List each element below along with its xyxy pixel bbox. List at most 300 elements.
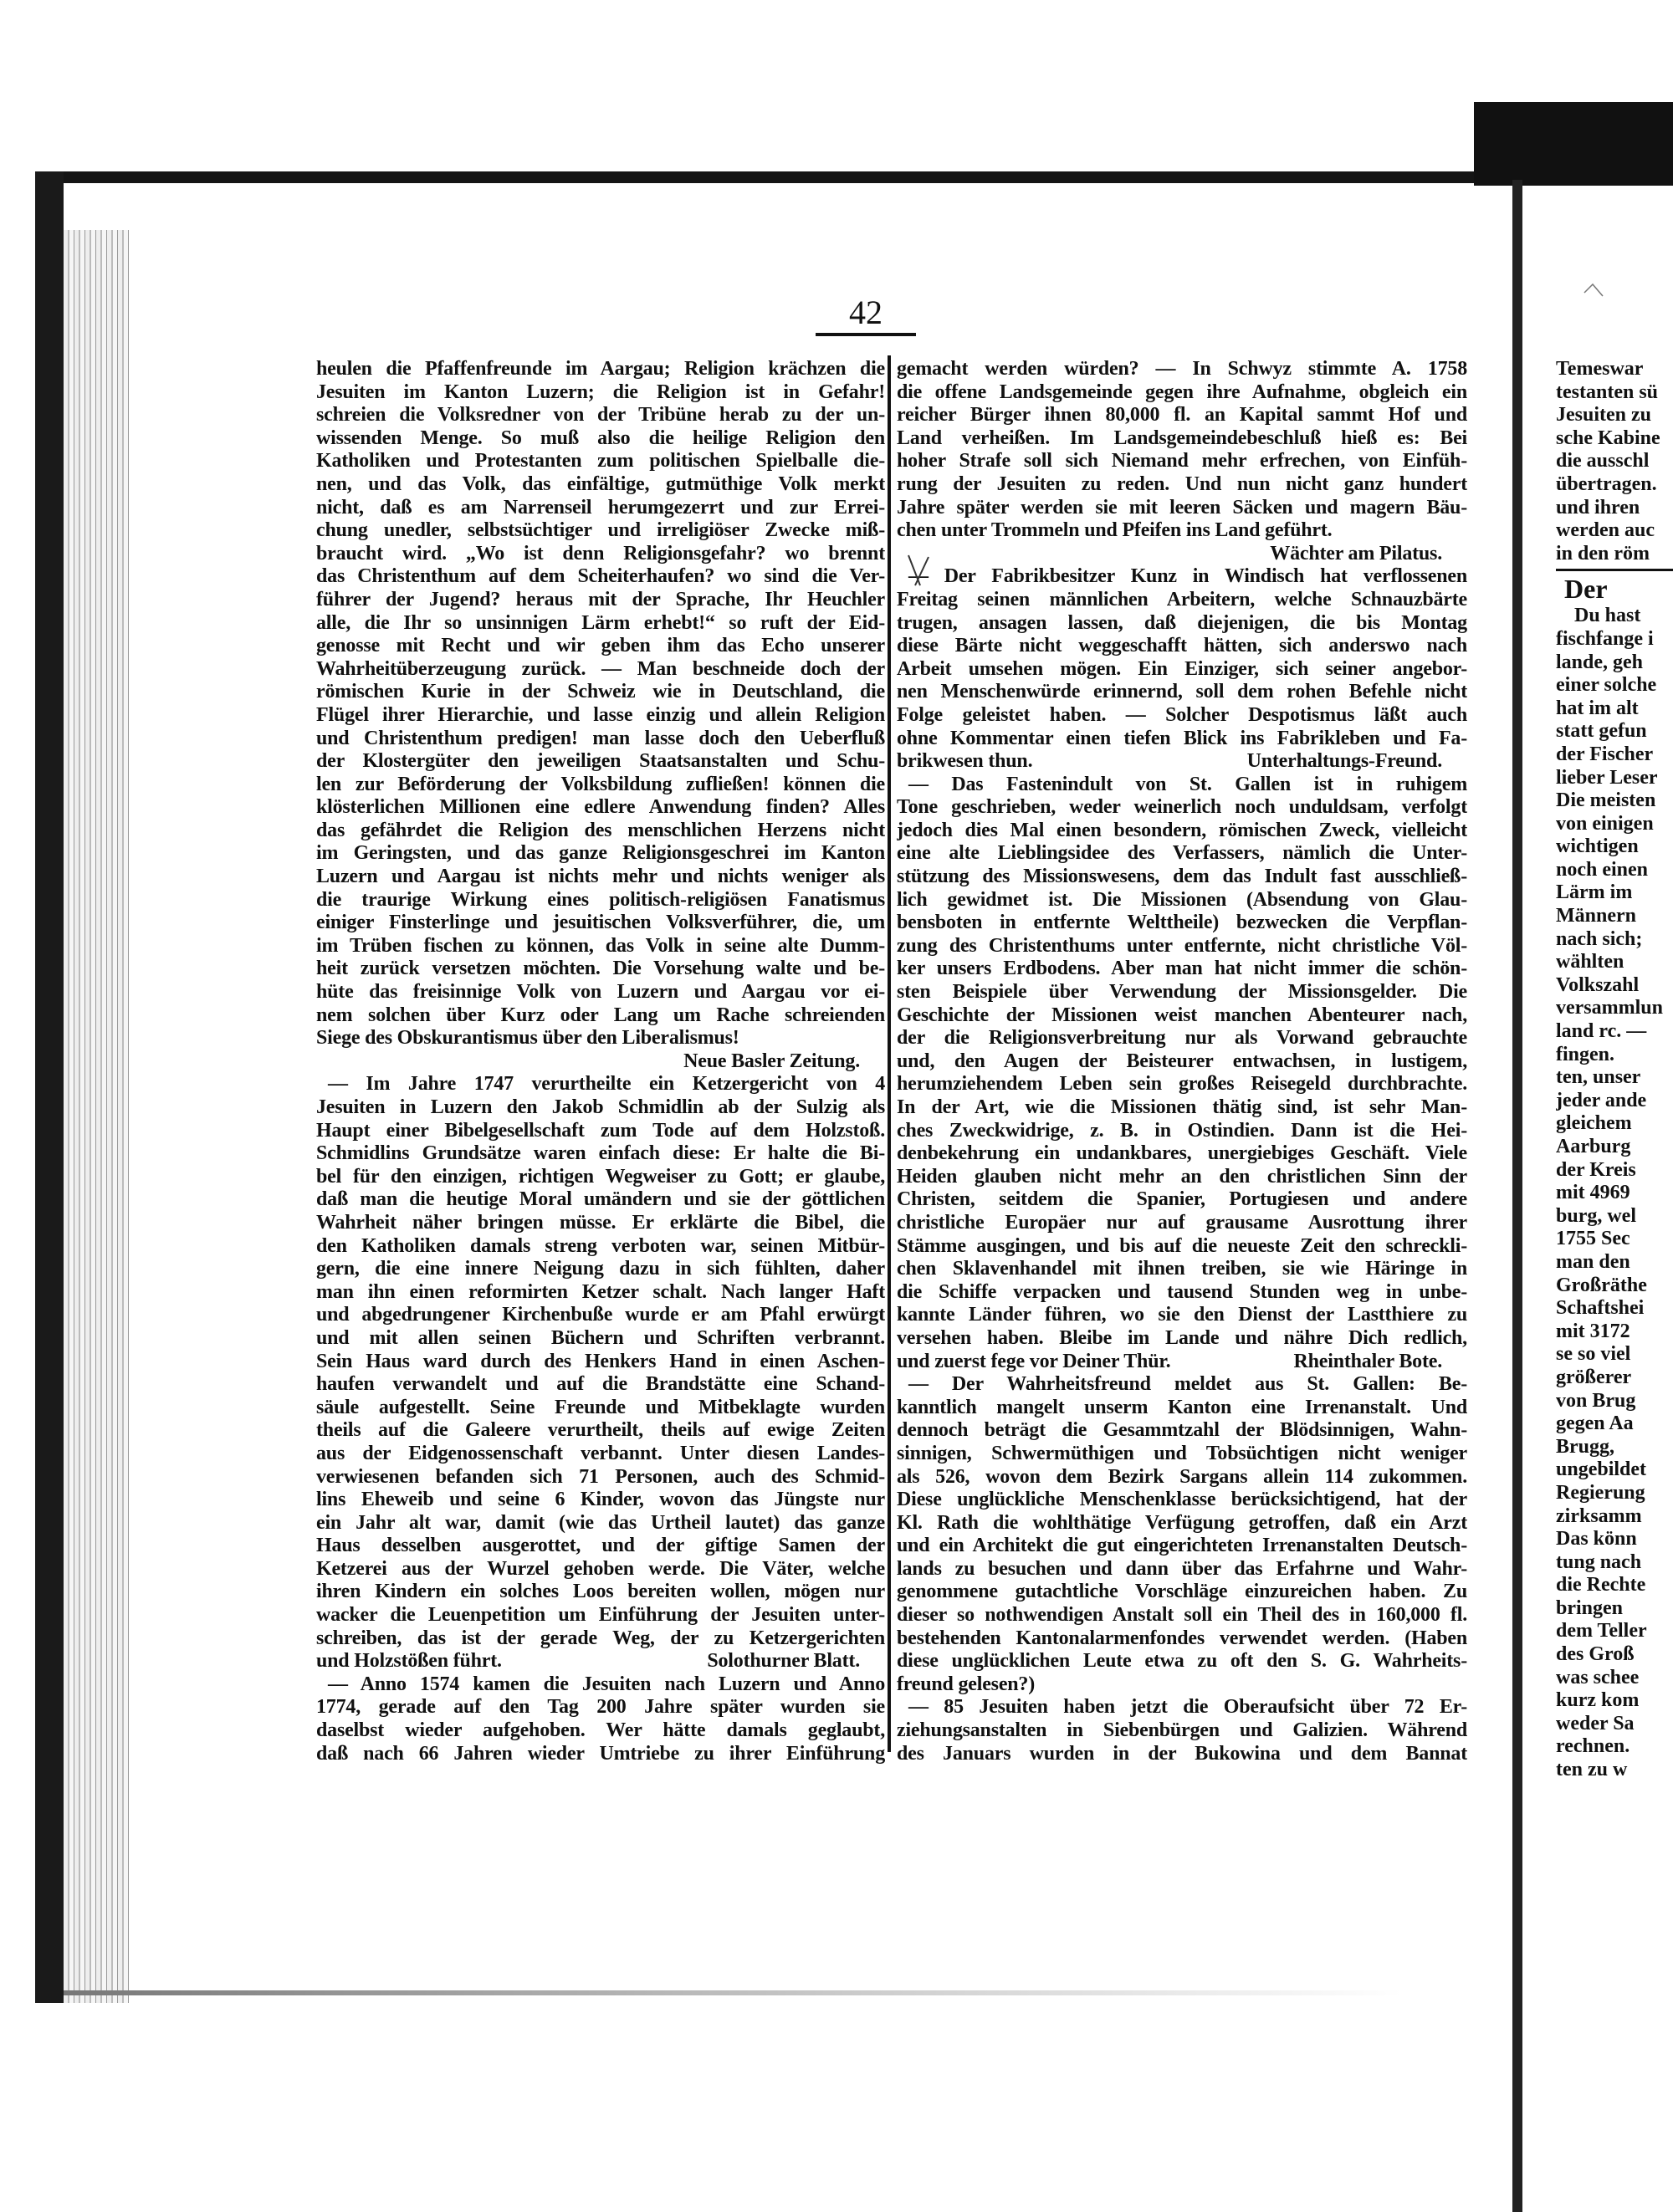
next-page-column-fragment — [1556, 358, 1673, 1782]
text-line-content: Kl. Rath die wohlthätige Verfügung getroffen, daß ein Arzt — [897, 1511, 1467, 1534]
text-line: Jesuiten zu — [1556, 404, 1651, 427]
text-line-content: und Holzstößen führt. — [316, 1650, 502, 1673]
text-line-content: Geschichte der Missionen weist manchen Abenteurer nach, — [897, 1004, 1467, 1026]
text-line-content: bestehenden Kantonalarmenfondes verwendet werden. (Haben — [897, 1627, 1467, 1649]
text-line — [897, 589, 1467, 612]
text-line — [316, 889, 885, 912]
text-line-content: nicht, daß es am Narrenseil herumgezerrt und zur Errei- — [316, 496, 885, 519]
text-line: von Brug — [1556, 1389, 1636, 1412]
text-line — [316, 866, 885, 889]
text-line — [316, 473, 885, 497]
text-line-content: kannte Länder führen, wo sie den Dienst der Lastthiere zu — [897, 1304, 1467, 1326]
text-line-content: daß nach 66 Jahren wieder Umtriebe zu ihrer Einführung — [316, 1742, 885, 1765]
text-line-content: bensboten in entfernte Welttheile) bezwecken die Verpflan- — [897, 912, 1467, 934]
text-line-content: römischen Kurie in der Schweiz wie in Deutschland, die — [316, 681, 885, 703]
text-line — [316, 750, 885, 774]
text-line: fischfange i — [1556, 627, 1654, 650]
text-line — [897, 774, 1467, 797]
next-page-gutter — [1512, 180, 1522, 2212]
article — [897, 1696, 1467, 1765]
text-line-content: und mit allen seinen Büchern und Schriften verbrannt. — [316, 1326, 885, 1349]
text-line-content: daß man die heutige Moral umändern und sie der göttlichen — [316, 1188, 885, 1211]
text-line — [897, 1581, 1467, 1604]
text-line — [897, 1719, 1467, 1743]
text-line — [897, 728, 1467, 751]
text-line: Schaftshei — [1556, 1297, 1645, 1320]
text-line: jeder ande — [1556, 1089, 1647, 1111]
text-line-content: genommene gutachtliche Vorschläge einzureichen haben. Zu — [897, 1581, 1467, 1603]
section-rule — [1556, 569, 1673, 571]
page-number: 42 — [849, 294, 883, 331]
text-line: wählten — [1556, 951, 1624, 973]
text-line — [316, 1096, 885, 1120]
text-line — [897, 1512, 1467, 1535]
article — [897, 774, 1467, 1373]
text-line — [316, 565, 885, 589]
text-line-content: lins Eheweib und seine 6 Kinder, wovon das Jüngste nur — [316, 1489, 885, 1511]
text-line — [316, 1258, 885, 1281]
text-line — [897, 1212, 1467, 1235]
text-line — [316, 912, 885, 935]
text-line: burg, wel — [1556, 1204, 1636, 1227]
text-line: übertragen. — [1556, 473, 1657, 495]
text-line-content: und, den Augen der Beisteurer entwachsen, in lustigem, — [897, 1050, 1467, 1072]
text-line — [897, 1489, 1467, 1512]
text-line: Brugg, — [1556, 1435, 1615, 1458]
text-line — [897, 1027, 1467, 1050]
text-line-content: Wahrheit näher bringen müsse. Er erklärte die Bibel, die — [316, 1211, 885, 1234]
text-line — [316, 774, 885, 797]
text-line — [897, 1166, 1467, 1189]
text-line: werden auc — [1556, 519, 1655, 542]
text-line-content: reicher Bürger ihnen 80,000 fl. an Kapital sammt Hof und — [897, 404, 1467, 427]
text-line-content: im Trüben fischen zu können, das Volk in seine alte Dumm- — [316, 934, 885, 957]
text-line-content: schreien die Volksredner von der Tribüne herab zu der un- — [316, 404, 885, 427]
text-line-content: sinnigen, Schwermüthigen und Tobsüchtigen nicht weniger — [897, 1442, 1467, 1464]
text-line-content: Heiden glauben nicht mehr an den christlichen Sinn der — [897, 1165, 1467, 1188]
text-line — [316, 1188, 885, 1212]
text-line — [316, 1351, 885, 1374]
text-line-content: Haus desselben ausgerottet, und der giftige Samen der — [316, 1535, 885, 1557]
text-line-content: und abgedrungener Kirchenbuße wurde er am Pfahl erwürgt — [316, 1304, 885, 1326]
text-line-content: Freitag seinen männlichen Arbeitern, welche Schnauzbärte — [897, 588, 1467, 610]
text-line: Großräthe — [1556, 1274, 1647, 1296]
text-line-content: herumziehendem Leben sein großes Reisegeld durchbrachte. — [897, 1073, 1467, 1096]
text-line: der Fischer — [1556, 743, 1654, 765]
text-line: rechnen. — [1556, 1735, 1630, 1758]
text-line: Die meisten — [1556, 789, 1656, 812]
text-line-content: heulen die Pfaffenfreunde im Aargau; Religion krächzen die — [316, 358, 885, 380]
text-line-content: diese unglücklichen Leute etwa zu oft den S. G. Wahrheits- — [897, 1650, 1467, 1673]
text-line: gegen Aa — [1556, 1413, 1634, 1435]
text-line: wichtigen — [1556, 835, 1639, 858]
text-line-content: zung des Christenthums unter entfernte, nicht christliche Völ- — [897, 934, 1467, 957]
text-line: man den — [1556, 1250, 1630, 1273]
text-line — [316, 1466, 885, 1489]
text-line-content: verwiesenen befanden sich 71 Personen, auch des Schmid- — [316, 1465, 885, 1488]
text-line-content: den Katholiken damals streng verboten war, seinen Mitbür- — [316, 1234, 885, 1257]
source-attribution: Solothurner Blatt. — [707, 1650, 860, 1673]
text-line-content: nen, und das Volk, das einfältige, gutmüthige Volk merkt — [316, 473, 885, 495]
text-line-content: Flügel ihrer Hierarchie, und lasse einzig und allein Religion — [316, 703, 885, 726]
text-line — [897, 935, 1467, 958]
text-line — [897, 704, 1467, 728]
text-line-content: der Klostergüter den jeweiligen Staatsanstalten und Schu- — [316, 750, 885, 773]
text-line-content: einiger Finsterlinge und jesuitischen Volksverführer, die, um — [316, 912, 885, 934]
text-line — [316, 1120, 885, 1143]
text-line: fingen. — [1556, 1043, 1615, 1065]
text-line-content: hüte das freisinnige Volk von Luzern und Aargau vor ei- — [316, 981, 885, 1004]
text-line — [897, 565, 1467, 589]
text-line — [316, 1212, 885, 1235]
text-line — [897, 381, 1467, 405]
text-line — [897, 1258, 1467, 1281]
text-line — [897, 1673, 1467, 1697]
text-line: ten zu w — [1556, 1759, 1628, 1781]
text-line — [316, 519, 885, 543]
text-line: lieber Leser — [1556, 766, 1658, 789]
text-line — [316, 1443, 885, 1466]
text-line: hat im alt — [1556, 697, 1639, 719]
text-line-content: Jesuiten in Luzern den Jakob Schmidlin ab der Sulzig als — [316, 1096, 885, 1118]
text-line — [897, 1558, 1467, 1581]
text-line: des Groß — [1556, 1643, 1635, 1666]
text-line — [897, 1743, 1467, 1766]
text-line-content: im Geringsten, und das ganze Religionsgeschrei im Kanton — [316, 842, 885, 865]
text-line — [897, 1004, 1467, 1028]
text-line: Du hast — [1574, 605, 1641, 627]
text-line — [316, 1373, 885, 1397]
text-line — [316, 1673, 885, 1697]
text-line-content: Katholiken und Protestanten zum politischen Spielballe die- — [316, 450, 885, 473]
text-line — [316, 1489, 885, 1512]
text-line — [897, 1188, 1467, 1212]
text-line-content: daselbst wieder aufgehoben. Wer hätte damals geglaubt, — [316, 1719, 885, 1742]
text-line — [897, 1535, 1467, 1558]
text-line — [897, 1142, 1467, 1166]
text-line — [316, 681, 885, 704]
text-line — [897, 1466, 1467, 1489]
text-line-content: und ein Architekt die gut eingerichteten Irrenanstalten Deutsch- — [897, 1535, 1467, 1557]
text-line-content: theils auf die Galeere verurtheilt, theils auf ewige Zeiten — [316, 1419, 885, 1442]
text-line-content: das Christenthum auf dem Scheiterhaufen? wo sind die Ver- — [316, 565, 885, 588]
text-line — [316, 1327, 885, 1351]
text-line — [316, 1235, 885, 1259]
text-line: Regierung — [1556, 1481, 1645, 1504]
text-line — [316, 1004, 885, 1028]
article — [897, 565, 1467, 773]
text-line — [897, 1696, 1467, 1719]
text-line-content: dennoch beträgt die Gesammtzahl der Blödsinnigen, Wahn- — [897, 1419, 1467, 1442]
text-line — [316, 612, 885, 636]
text-line — [316, 1397, 885, 1420]
text-line-content: heit zurück versetzen möchten. Die Vorsehung walte und be- — [316, 958, 885, 980]
text-line: die Rechte — [1556, 1574, 1646, 1596]
text-line-content: Luzern und Aargau ist nichts mehr und nichts weniger als — [316, 866, 885, 888]
text-line — [897, 497, 1467, 520]
text-line-content: des Januars wurden in der Bukowina und dem Bannat — [897, 1742, 1467, 1765]
text-line-content: führer der Jugend? heraus mit der Sprache, Ihr Heuchler — [316, 588, 885, 610]
text-line-content: chen unter Trommeln und Pfeifen ins Land geführt. — [897, 519, 1333, 542]
text-line — [897, 612, 1467, 636]
text-line — [316, 1535, 885, 1558]
text-line-content: Arbeit umsehen mögen. Ein Einziger, sich seiner angebor- — [897, 657, 1467, 680]
text-line — [316, 1419, 885, 1443]
section-heading: Der — [1564, 574, 1608, 605]
text-line-content: In der Art, wie die Missionen thätig sind, ist sehr Man- — [897, 1096, 1467, 1118]
text-line-content: versehen haben. Bleibe im Lande und nähre Dich redlich, — [897, 1326, 1467, 1349]
scan-dark-corner — [1474, 102, 1673, 186]
text-line-content: die Schiffe verpacken und tausend Stunden weg in unbe- — [897, 1280, 1467, 1303]
text-line — [897, 635, 1467, 658]
text-line — [316, 842, 885, 866]
text-line-content: Tone geschrieben, weder weinerlich noch unduldsam, verfolgt — [897, 796, 1467, 819]
text-line-content: alle, die Ihr so unsinnigen Lärm erhebt!“ so ruft der Eid- — [316, 611, 885, 634]
text-line — [316, 1650, 885, 1673]
text-line: Das könn — [1556, 1528, 1637, 1550]
text-line — [897, 450, 1467, 473]
text-line: weder Sa — [1556, 1712, 1635, 1734]
text-line: einer solche — [1556, 674, 1657, 697]
text-line — [897, 1235, 1467, 1259]
text-line: testanten sü — [1556, 381, 1659, 403]
page-number-rule — [816, 333, 916, 336]
text-line-content: Siege des Obskurantismus über den Liberalismus! — [316, 1027, 739, 1050]
text-line: in den röm — [1556, 542, 1650, 564]
text-line — [316, 658, 885, 682]
text-line-content: und Christenthum predigen! man lasse doch den Ueberfluß — [316, 727, 885, 749]
text-line-content: christliche Europäer nur auf grausame Ausrottung ihrer — [897, 1211, 1467, 1234]
text-line-content: hoher Strafe soll sich Niemand mehr erfrechen, von Einfüh- — [897, 450, 1467, 473]
text-line — [897, 1327, 1467, 1351]
text-line — [897, 1304, 1467, 1327]
text-line: Lärm im — [1556, 881, 1633, 904]
text-line-content: len zur Beförderung der Volksbildung zufließen! können die — [316, 773, 885, 795]
text-line — [316, 981, 885, 1004]
text-line — [897, 796, 1467, 820]
text-line: Männern — [1556, 905, 1636, 927]
text-line — [316, 1627, 885, 1651]
text-line: kurz kom — [1556, 1689, 1640, 1712]
text-line: zirksamm — [1556, 1504, 1642, 1527]
text-line-content: trugen, ansagen lassen, daß diejenigen, die bis Montag — [897, 611, 1467, 634]
text-line — [316, 1581, 885, 1604]
text-column-right — [897, 358, 1467, 1765]
text-line — [897, 1650, 1467, 1673]
text-line-content: brikwesen thun. — [897, 750, 1033, 773]
text-line-content: stützung des Missionswesens, dem das Indult fast ausschließ- — [897, 866, 1467, 888]
text-line-content: Stämme ausgingen, und bis auf die neueste Zeit den schreckli- — [897, 1234, 1467, 1257]
text-line — [316, 404, 885, 427]
text-line-content: Jesuiten im Kanton Luzern; die Religion ist in Gefahr! — [316, 381, 885, 403]
text-line-content: dieser so nothwendigen Anstalt soll ein Theil des in 160,000 fl. — [897, 1604, 1467, 1627]
scan-frame-left-edge — [35, 171, 64, 2003]
text-line-content: Haupt einer Bibelgesellschaft zum Tode auf dem Holzstoß. — [316, 1119, 885, 1142]
text-line — [316, 589, 885, 612]
text-line: mit 4969 — [1556, 1182, 1630, 1204]
source-attribution: Wächter am Pilatus. — [1270, 542, 1442, 564]
text-line-content: und zuerst fege vor Deiner Thür. — [897, 1350, 1171, 1372]
source-attribution: Neue Basler Zeitung. — [683, 1050, 860, 1072]
text-line — [897, 1351, 1467, 1374]
text-line-content: ziehungsanstalten in Siebenbürgen und Galizien. Während — [897, 1719, 1467, 1742]
text-line-content: ker unsers Erdbodens. Aber man hat nicht immer die schön- — [897, 958, 1467, 980]
text-line — [316, 728, 885, 751]
text-line: der Kreis — [1556, 1158, 1636, 1181]
text-line-content: wissenden Menge. So muß also die heilige Religion den — [316, 427, 885, 449]
text-line — [316, 1696, 885, 1719]
text-line — [316, 1073, 885, 1096]
text-line: nach sich; — [1556, 927, 1643, 950]
text-line-content: ches Zweckwidrige, z. B. in Ostindien. Dann ist die Hei- — [897, 1119, 1467, 1142]
text-line-content: 1774, gerade auf den Tag 200 Jahre später wurden sie — [316, 1696, 885, 1719]
text-line — [897, 1096, 1467, 1120]
text-line: gleichem — [1556, 1112, 1632, 1135]
text-line: ten, unser — [1556, 1066, 1641, 1089]
text-line-content: ihren Kindern ein solches Loos bereiten wollen, mögen nur — [316, 1581, 885, 1603]
text-line-content: aus der Eidgenossenschaft verbannt. Unter diesen Landes- — [316, 1442, 885, 1464]
text-line: tung nach — [1556, 1550, 1642, 1573]
text-line: sche Kabine — [1556, 427, 1660, 449]
text-line — [897, 1604, 1467, 1627]
column-divider — [888, 355, 891, 1752]
text-line — [897, 866, 1467, 889]
text-line-content: — Anno 1574 kamen die Jesuiten nach Luzern und Anno — [328, 1673, 885, 1695]
text-line — [316, 1512, 885, 1535]
text-line — [316, 1558, 885, 1581]
page-stack-edges — [64, 230, 129, 2003]
source-attribution: Rheinthaler Bote. — [1293, 1350, 1442, 1372]
text-line — [897, 1627, 1467, 1651]
text-line — [897, 473, 1467, 497]
text-line — [316, 1304, 885, 1327]
text-line: Volkszahl — [1556, 973, 1640, 996]
text-line: se so viel — [1556, 1343, 1631, 1366]
text-line-content: ein Jahr alt war, damit (wie das Urtheil lautet) das ganze — [316, 1511, 885, 1534]
text-line-content: gemacht werden würden? — In Schwyz stimmte A. 1758 — [897, 358, 1467, 380]
text-line — [897, 912, 1467, 935]
page-bottom-edge — [64, 1990, 1402, 1995]
text-line-content: gern, die eine innere Neigung dazu in sich fühlten, daher — [316, 1258, 885, 1280]
text-line: von einigen — [1556, 812, 1654, 835]
text-line-content: bel für den einzigen, richtigen Wegweiser zu Gott; er glaube, — [316, 1165, 885, 1188]
text-line — [897, 1419, 1467, 1443]
text-line — [316, 958, 885, 981]
text-line-content: genosse mit Recht und wir geben ihm das Echo unserer — [316, 635, 885, 657]
article — [316, 1673, 885, 1765]
text-line: Temeswar — [1556, 358, 1644, 380]
text-line-content: — Der Wahrheitsfreund meldet aus St. Gallen: Be- — [908, 1373, 1467, 1396]
text-line-content: man ihn einen reformirten Ketzer schalt. Nach langer Haft — [316, 1280, 885, 1303]
text-line — [897, 427, 1467, 451]
text-line-content: Christen, seitdem die Spanier, Portugiesen und andere — [897, 1188, 1467, 1211]
scan-frame-top-edge — [35, 171, 1478, 183]
text-line — [316, 635, 885, 658]
text-line-content: ohne Kommentar einen tiefen Blick ins Fabrikleben und Fa- — [897, 727, 1467, 749]
article — [316, 358, 885, 1073]
text-line-content: das gefährdet die Religion des menschlichen Herzens nicht — [316, 819, 885, 841]
text-line — [316, 796, 885, 820]
text-line — [316, 543, 885, 566]
text-line-content: die offene Landsgemeinde gegen ihre Aufnahme, obgleich ein — [897, 381, 1467, 403]
text-line-content: freund gelesen?) — [897, 1673, 1036, 1695]
text-line — [897, 820, 1467, 843]
handwritten-mark-icon — [903, 552, 937, 594]
text-line — [897, 1281, 1467, 1305]
text-line-content: chung unedler, selbstsüchtiger und irreligiöser Zwecke miß- — [316, 519, 885, 542]
text-line: versammlun — [1556, 997, 1663, 1019]
text-line: noch einen — [1556, 858, 1649, 881]
text-line — [897, 981, 1467, 1004]
text-line: Aarburg — [1556, 1136, 1631, 1157]
text-line-content: lands zu besuchen und dann über das Erfahrne und Wahr- — [897, 1557, 1467, 1580]
text-line: ungebildet — [1556, 1458, 1647, 1481]
text-line: größerer — [1556, 1366, 1632, 1388]
text-line-content: haufen verwandelt und auf die Brandstätte eine Schand- — [316, 1373, 885, 1396]
text-line-content: diese Bärte nicht weggeschafft hätten, sich anderswo nach — [897, 635, 1467, 657]
text-line: land rc. — — [1556, 1020, 1647, 1043]
text-line-content: der die Religionsverbreitung nur als Vorwand gebrauchte — [897, 1027, 1467, 1050]
text-line — [316, 427, 885, 451]
scan-speck-mark-icon — [1581, 268, 1606, 301]
text-line — [897, 958, 1467, 981]
text-line: bringen — [1556, 1596, 1624, 1619]
text-line-content: — Der Fabrikbesitzer Kunz in Windisch hat verflossenen — [908, 565, 1467, 588]
text-line-content: — Das Fastenindult von St. Gallen ist in ruhigem — [908, 773, 1467, 795]
article — [897, 1373, 1467, 1696]
text-line-content: klösterlichen Millionen eine edlere Anwendung finden? Alles — [316, 796, 885, 819]
text-line-content: sten Beispiele über Verwendung der Missionsgelder. Die — [897, 981, 1467, 1004]
text-line — [897, 1120, 1467, 1143]
text-line — [897, 1443, 1467, 1466]
article — [897, 358, 1467, 565]
text-line-content: Land verheißen. Im Landsgemeindebeschluß hieß es: Bei — [897, 427, 1467, 449]
article — [316, 1073, 885, 1673]
text-line — [897, 1397, 1467, 1420]
text-line — [316, 935, 885, 958]
text-line — [897, 842, 1467, 866]
text-line-content: Sein Haus ward durch des Henkers Hand in einen Aschen- — [316, 1350, 885, 1372]
text-line — [897, 358, 1467, 381]
text-line — [897, 1373, 1467, 1397]
text-line-content: rung der Jesuiten zu reden. Und nun nicht ganz hundert — [897, 473, 1467, 495]
text-line: und ihren — [1556, 496, 1640, 519]
text-line-content: nem solchen über Kurz oder Lang um Rache schreienden — [316, 1004, 885, 1026]
text-line-content: die traurige Wirkung eines politisch-religiösen Fanatismus — [316, 888, 885, 911]
text-line-content: Ketzerei aus der Wurzel gehoben werde. Die Väter, welche — [316, 1557, 885, 1580]
text-line: mit 3172 — [1556, 1320, 1630, 1342]
text-line — [316, 358, 885, 381]
text-line — [316, 1719, 885, 1743]
text-line-content: kanntlich mangelt unserm Kanton eine Irrenanstalt. Und — [897, 1396, 1467, 1418]
text-line: was schee — [1556, 1666, 1640, 1688]
text-column-left — [316, 358, 885, 1765]
text-line: dem Teller — [1556, 1620, 1647, 1642]
text-line-content: — Im Jahre 1747 verurtheilte ein Ketzergericht von 4 — [328, 1073, 885, 1096]
text-line — [316, 820, 885, 843]
text-line-content: chen Sklavenhandel mit ihnen treiben, sie wie Häringe in — [897, 1258, 1467, 1280]
text-line-content: Schmidlins Grundsätze waren einfach diese: Er halte die Bi- — [316, 1142, 885, 1165]
text-line-content: Folge geleistet haben. — Solcher Despotismus läßt auch — [897, 703, 1467, 726]
text-line — [316, 497, 885, 520]
text-line — [897, 519, 1467, 543]
text-line: die ausschl — [1556, 450, 1650, 473]
text-line-content: säule aufgestellt. Seine Freunde und Mitbeklagte wurden — [316, 1396, 885, 1418]
text-line — [897, 1073, 1467, 1096]
text-line — [316, 450, 885, 473]
text-line — [897, 681, 1467, 704]
text-line — [316, 1281, 885, 1305]
